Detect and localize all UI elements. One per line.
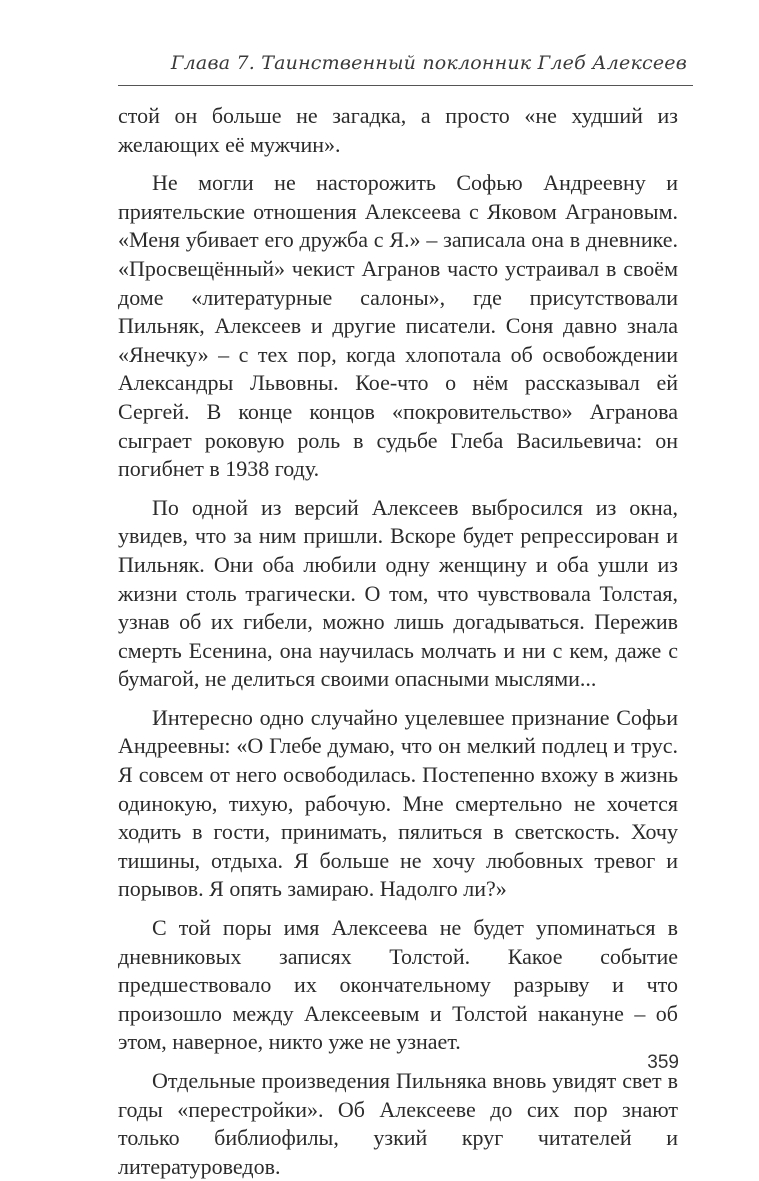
running-head: Глава 7. Таинственный поклонник Глеб Алексеев xyxy=(170,52,687,74)
paragraph-3: По одной из версий Алексеев выбросился из окна, увидев, что за ним пришли. Вскоре будет репрессирован и Пильняк. Они оба любили одну женщину и оба ушли из жизни столь трагически. О том, что чувствовала Толстая, узнав об их гибели, можно лишь догадываться. Пережив смерть Есенина, она научилась молчать и ни с кем, даже с бумагой, не делиться своими опасными мыслями... xyxy=(118,494,678,692)
paragraph-4: Интересно одно случайно уцелевшее признание Софьи Андреевны: «О Глебе думаю, что он мелкий подлец и трус. Я совсем от него освободилась. Постепенно вхожу в жизнь одинокую, тихую, рабочую. Мне смертельно не хочется ходить в гости, принимать, пялиться в светскость. Хочу тишины, отдыха. Я больше не хочу любовных тревог и порывов. Я опять замираю. Надолго ли?» xyxy=(118,704,678,902)
paragraph-2: Не могли не насторожить Софью Андреевну и приятельские отношения Алексеева с Яковом Аграновым. «Меня убивает его дружба с Я.» – записала она в дневнике. «Просвещённый» чекист Агранов часто устраивал в своём доме «литературные салоны», где присутствовали Пильняк, Алексеев и другие писатели. Соня давно знала «Янечку» – с тех пор, когда хлопотала об освобождении Александры Львовны. Кое-что о нём рассказывал ей Сергей. В конце концов «покровительство» Агранова сыграет роковую роль в судьбе Глеба Васильевича: он погибнет в 1938 году. xyxy=(118,170,678,482)
page-number: 359 xyxy=(647,1052,679,1073)
paragraph-5: С той поры имя Алексеева не будет упоминаться в дневниковых записях Толстой. Какое событие предшествовало их окончательному разрыву и что произошло между Алексеевым и Толстой накануне – об этом, наверное, никто уже не узнает. xyxy=(118,915,678,1055)
body-text xyxy=(118,102,678,1181)
paragraph-1: стой он больше не загадка, а просто «не худший из желающих её мужчин». xyxy=(118,103,678,157)
header-rule xyxy=(118,85,693,86)
paragraph-6: Отдельные произведения Пильняка вновь увидят свет в годы «перестройки». Об Алексееве до сих пор знают только библиофилы, узкий круг читателей и литературоведов. xyxy=(118,1068,678,1179)
